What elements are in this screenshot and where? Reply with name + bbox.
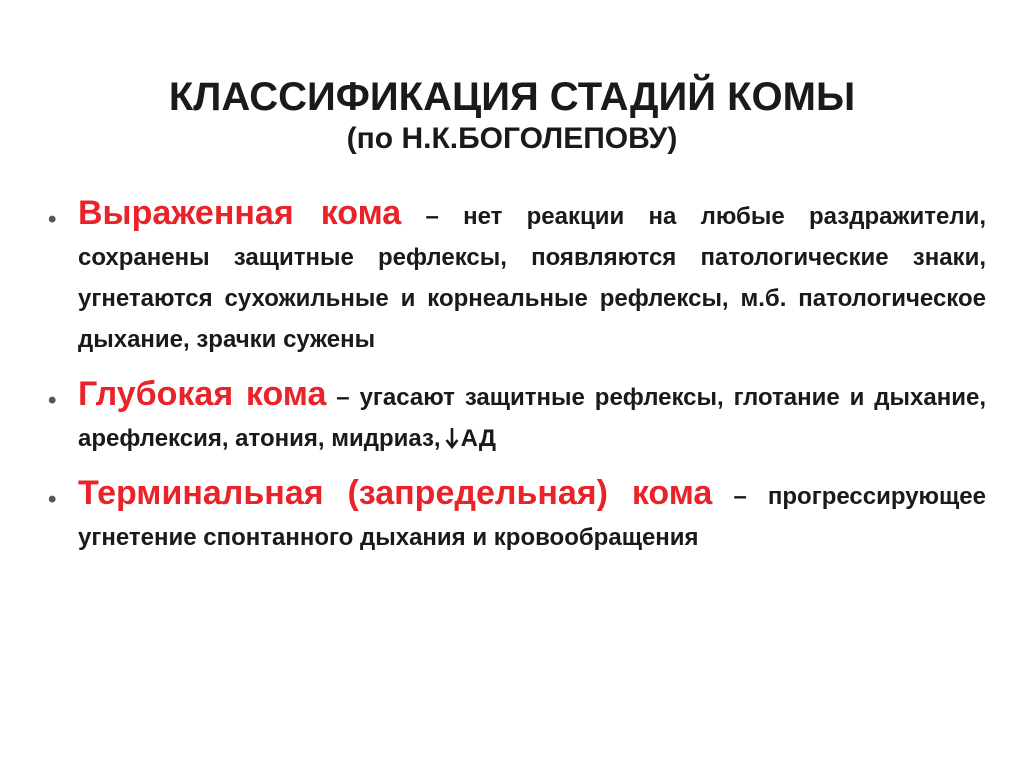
- bullet-item-deep-coma: [46, 374, 986, 459]
- bullet-item-expressed-coma: [46, 193, 986, 360]
- bullet-item-terminal-coma: [46, 473, 986, 558]
- bullet-dot-icon: •: [48, 486, 57, 513]
- bullet-term: Глубокая кома: [78, 375, 327, 413]
- down-arrow-icon: [445, 427, 459, 449]
- bullet-term: Терминальная (запредельная) кома: [78, 474, 713, 512]
- bullet-text-after-icon: АД: [460, 425, 496, 452]
- bullet-list: [46, 193, 986, 558]
- bullet-text: – нет реакции на любые раздражители, сохранены защитные рефлексы, появляются патологические знаки, угнетаются сухожильные и корнеальные рефлексы, м.б. патологическое дыхание, зрачки сужены: [78, 203, 986, 353]
- slide-subtitle: (по Н.К.БОГОЛЕПОВУ): [346, 122, 678, 155]
- bullet-dot-icon: •: [48, 387, 57, 414]
- slide-title: КЛАССИФИКАЦИЯ СТАДИЙ КОМЫ: [168, 75, 856, 119]
- bullet-text: – угасают защитные рефлексы, глотание и дыхание, арефлексия, атония, мидриаз,: [78, 384, 986, 452]
- bullet-term: Выраженная кома: [78, 194, 402, 232]
- bullet-text: – прогрессирующее угнетение спонтанного дыхания и кровообращения: [78, 483, 986, 551]
- bullet-dot-icon: •: [48, 206, 57, 233]
